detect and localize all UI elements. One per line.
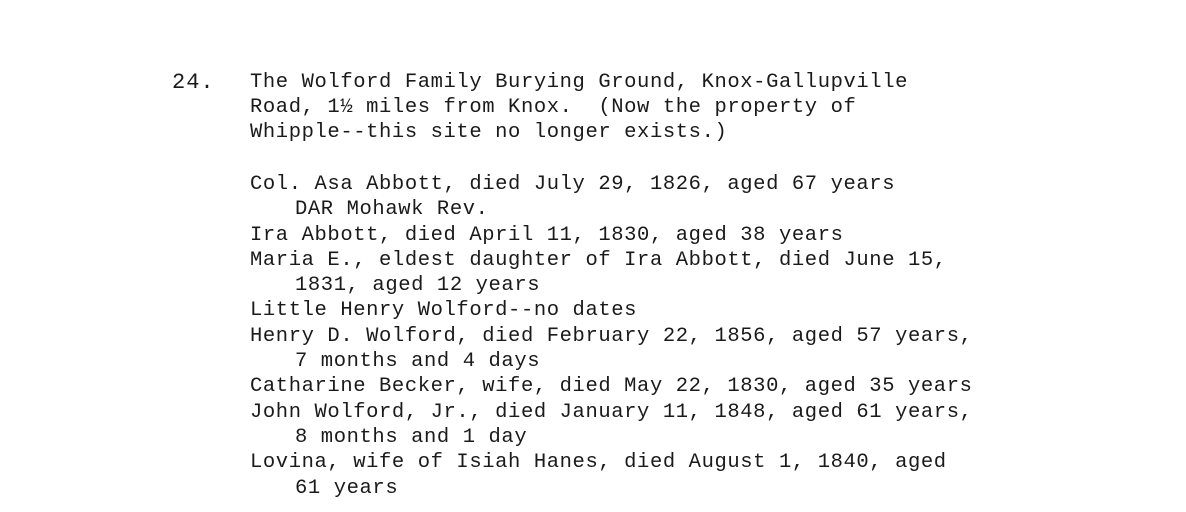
heading-line: Whipple--this site no longer exists.) bbox=[250, 121, 728, 144]
burial-line: Maria E., eldest daughter of Ira Abbott, died June 15, bbox=[250, 248, 947, 272]
burial-continuation-line: DAR Mohawk Rev. bbox=[295, 198, 489, 222]
burial-line: Little Henry Wolford--no dates bbox=[250, 299, 638, 323]
burial-line: Catharine Becker, wife, died May 22, 1830, aged 35 years bbox=[250, 375, 973, 399]
burial-continuation-line: 7 months and 4 days bbox=[295, 350, 541, 374]
entry-number: 24. bbox=[172, 70, 215, 95]
heading-line: Road, 1½ miles from Knox. (Now the property of bbox=[250, 96, 857, 119]
burial-line: Ira Abbott, died April 11, 1830, aged 38 years bbox=[250, 223, 844, 247]
burial-line: Henry D. Wolford, died February 22, 1856, aged 57 years, bbox=[250, 324, 973, 348]
burial-continuation-line: 61 years bbox=[295, 476, 399, 500]
burial-continuation-line: 1831, aged 12 years bbox=[295, 274, 541, 298]
burial-list bbox=[250, 172, 1170, 501]
burial-continuation-line: 8 months and 1 day bbox=[295, 425, 528, 449]
burial-line: John Wolford, Jr., died January 11, 1848, aged 61 years, bbox=[250, 400, 973, 424]
heading-line: The Wolford Family Burying Ground, Knox-Gallupville bbox=[250, 71, 909, 94]
burial-line: Lovina, wife of Isiah Hanes, died August 1, 1840, aged bbox=[250, 451, 947, 475]
cemetery-heading bbox=[250, 70, 1150, 145]
burial-line: Col. Asa Abbott, died July 29, 1826, aged 67 years bbox=[250, 173, 896, 196]
